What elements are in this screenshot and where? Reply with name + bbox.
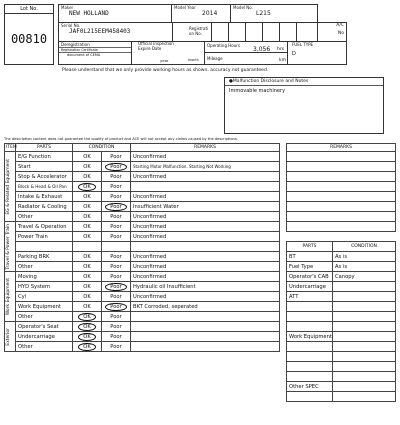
condition-ok — [73, 312, 102, 322]
condition-poor-text: Poor — [110, 273, 122, 280]
remark — [131, 312, 280, 322]
part-name — [16, 162, 73, 172]
condition-ok — [73, 182, 102, 192]
spec-row — [287, 392, 396, 402]
fuel-box — [287, 41, 347, 65]
condition-ok-text: OK — [83, 203, 91, 210]
spec-cell — [333, 312, 396, 322]
condition-poor-text: Poor — [110, 343, 122, 350]
remark — [131, 162, 280, 172]
operating-hours-value: 3,056 — [253, 46, 271, 53]
condition-poor-text: Poor — [110, 313, 122, 320]
spec-row — [287, 382, 396, 392]
part-name-text: Operator's Seat — [18, 323, 59, 330]
spec-cell — [287, 362, 333, 372]
group-name: EG & Related Equipment — [6, 158, 11, 215]
table-row — [5, 282, 280, 292]
spec-cell — [287, 372, 333, 382]
condition-ok — [73, 232, 102, 242]
model-year-label: Model Year — [174, 5, 196, 10]
spec-row — [287, 272, 396, 282]
remark-text: Unconfirmed — [133, 263, 167, 270]
condition-ok — [73, 202, 102, 212]
remark — [131, 332, 280, 342]
operating-hours-unit: hrs — [277, 47, 285, 52]
spec-part: Undercarriage — [287, 282, 333, 292]
table-row — [5, 222, 280, 232]
serial-box — [58, 22, 173, 42]
condition-ok — [73, 262, 102, 272]
condition-ok-text: OK — [78, 343, 96, 351]
group-name: Exterior — [6, 327, 11, 346]
operating-hours-label: Operating Hours — [207, 43, 240, 48]
spec-part: BT — [287, 252, 333, 262]
registration-label: Registrati on No. — [189, 26, 209, 36]
condition-ok — [73, 252, 102, 262]
table-row — [5, 332, 280, 342]
condition-poor-text: Poor — [105, 163, 126, 171]
spec-row — [287, 282, 396, 292]
condition-ok-text: OK — [83, 253, 91, 260]
header-remarks: REMARKS — [131, 144, 280, 152]
remark — [131, 152, 280, 162]
disclaimer-text: The description content does not guarantee the quality of product and ACE will not accept any claims caused by the descriptions. — [4, 137, 238, 141]
condition-poor-text: Poor — [110, 333, 122, 340]
condition-poor — [102, 232, 131, 242]
header-condition: CONDITION — [73, 144, 131, 152]
lot-value-box — [4, 13, 54, 65]
table-row — [5, 292, 280, 302]
spec-part: Fuel Type — [287, 262, 333, 272]
reg-cell-1 — [211, 22, 229, 42]
remark-text: Unconfirmed — [133, 223, 167, 230]
condition-ok-text: OK — [83, 153, 91, 160]
condition-ok-text: OK — [83, 173, 91, 180]
spec-row — [287, 362, 396, 372]
remark-text: Unconfirmed — [133, 233, 167, 240]
mileage-label: Mileage — [207, 56, 223, 61]
condition-poor-text: Poor — [110, 173, 122, 180]
condition-ok-text: OK — [83, 193, 91, 200]
remark-text: BKT Corroded, seperated — [133, 303, 198, 310]
spec-row — [287, 342, 396, 352]
part-name-text: Start — [18, 163, 31, 170]
table-row — [5, 232, 280, 242]
remark — [131, 232, 280, 242]
spec-part: ATT — [287, 292, 333, 302]
maker-box — [58, 4, 172, 23]
spec-cell — [333, 372, 396, 382]
condition-ok — [73, 322, 102, 332]
model-no-label: Model No. — [233, 5, 253, 10]
condition-poor — [102, 312, 131, 322]
group-name: Work Equipment — [6, 277, 11, 316]
spec-cell — [287, 352, 333, 362]
remarks-line — [287, 202, 396, 212]
reg-cell-2 — [228, 22, 246, 42]
model-no-box — [230, 4, 318, 23]
remarks-line — [287, 152, 396, 162]
fuel-label: FUEL TYPE — [292, 42, 314, 47]
condition-poor — [102, 282, 131, 292]
condition-poor — [102, 222, 131, 232]
maker-label: Maker — [61, 5, 74, 10]
condition-poor — [102, 212, 131, 222]
remark — [131, 262, 280, 272]
condition-ok-text: OK — [78, 183, 96, 191]
remarks-line — [287, 192, 396, 202]
remark-text: Insufficient Water — [133, 203, 179, 210]
part-name-text: E/G Function — [18, 153, 51, 160]
part-name — [16, 222, 73, 232]
condition-ok — [73, 212, 102, 222]
model-no-value: L215 — [256, 10, 271, 17]
part-name-text: Other — [18, 343, 33, 350]
condition-poor-text: Poor — [110, 193, 122, 200]
part-name — [16, 262, 73, 272]
condition-poor — [102, 332, 131, 342]
condition-poor — [102, 192, 131, 202]
remark-text: Unconfirmed — [133, 173, 167, 180]
part-name-text: HYD System — [18, 283, 51, 290]
header-remarks-right: REMARKS — [287, 144, 396, 152]
part-name — [16, 322, 73, 332]
part-name-text: Undercarriage — [18, 333, 55, 340]
part-name — [16, 302, 73, 312]
condition-ok — [73, 282, 102, 292]
condition-poor — [102, 262, 131, 272]
group-label — [5, 222, 16, 272]
spec-header-parts: PARTS — [287, 242, 333, 252]
group-label — [5, 322, 16, 352]
condition-ok — [73, 222, 102, 232]
remark — [131, 322, 280, 332]
remark-text: Unconfirmed — [133, 253, 167, 260]
part-name — [16, 232, 73, 242]
spec-cell — [333, 352, 396, 362]
part-name — [16, 202, 73, 212]
ac-value: No — [337, 31, 344, 36]
part-name-text: Power Train — [18, 233, 48, 240]
condition-ok — [73, 162, 102, 172]
spec-row — [287, 262, 396, 272]
group-label — [5, 272, 16, 322]
table-row — [5, 322, 280, 332]
spec-cell — [333, 302, 396, 312]
remark — [131, 182, 280, 192]
remarks-line — [287, 212, 396, 222]
condition-ok — [73, 152, 102, 162]
condition-ok — [73, 272, 102, 282]
remark — [131, 342, 280, 352]
remarks-line — [287, 172, 396, 182]
spec-row — [287, 352, 396, 362]
condition-ok-text: OK — [78, 333, 96, 341]
remark-text: Starting Motor Malfunction. Starting Not Working — [133, 163, 231, 169]
spec-cell — [333, 392, 396, 402]
condition-ok-text: OK — [83, 283, 91, 290]
malfunction-box — [224, 77, 384, 134]
condition-ok-text: OK — [78, 313, 96, 321]
condition-ok — [73, 242, 102, 252]
spec-condition: As is — [333, 262, 396, 272]
condition-poor — [102, 252, 131, 262]
part-name-text: Work Equipment — [18, 303, 61, 310]
mileage-unit: km — [279, 58, 286, 63]
spec-part: Operator's CAB — [287, 272, 333, 282]
condition-ok-text: OK — [83, 263, 91, 270]
condition-ok — [73, 192, 102, 202]
condition-poor — [102, 292, 131, 302]
inspection-box — [131, 41, 205, 65]
part-name — [16, 272, 73, 282]
remark-text: Unconfirmed — [133, 153, 167, 160]
part-name-text: Travel & Operation — [18, 223, 67, 230]
condition-poor-text: Poor — [110, 183, 122, 190]
group-name: Travel & Power Train — [6, 223, 11, 270]
spec-cell — [333, 362, 396, 372]
spec-cell — [287, 342, 333, 352]
remark — [131, 202, 280, 212]
inspection-year: year — [160, 58, 169, 63]
remark — [131, 242, 280, 252]
spec-condition — [333, 282, 396, 292]
condition-ok — [73, 172, 102, 182]
model-year-value: 2014 — [202, 10, 218, 17]
condition-poor — [102, 152, 131, 162]
table-row — [5, 202, 280, 212]
part-name-text: Other — [18, 213, 33, 220]
part-name — [16, 252, 73, 262]
spec-table — [286, 241, 396, 402]
part-name-text: Other — [18, 313, 33, 320]
spec-condition — [333, 292, 396, 302]
condition-poor — [102, 242, 131, 252]
part-name-text: Parking BRK — [18, 253, 50, 260]
remark-text: Unconfirmed — [133, 193, 167, 200]
table-row — [5, 252, 280, 262]
fuel-value: D — [292, 51, 296, 57]
condition-poor-text: Poor — [110, 263, 122, 270]
part-name-text: Radiator & Cooling — [18, 203, 67, 210]
remark — [131, 212, 280, 222]
spec-condition: As is — [333, 252, 396, 262]
remark — [131, 222, 280, 232]
ac-label: A/C — [336, 23, 344, 28]
condition-poor — [102, 302, 131, 312]
spec-other: Other SPEC — [287, 382, 333, 392]
deregistration-label: Deregistration — [61, 42, 90, 47]
part-name — [16, 172, 73, 182]
condition-poor-text: Poor — [110, 323, 122, 330]
table-row — [5, 182, 280, 192]
condition-poor-text: Poor — [110, 153, 122, 160]
spec-work-equipment: Work Equipment — [287, 332, 333, 342]
part-name-text: Moving — [18, 273, 37, 280]
part-name-text: Stop & Accelerator — [18, 173, 67, 180]
condition-ok-text: OK — [83, 213, 91, 220]
spec-condition: Canopy — [333, 272, 396, 282]
condition-ok — [73, 342, 102, 352]
spec-cell — [287, 312, 333, 322]
deregistration-sub1: Registration Certificate — [59, 47, 131, 53]
mileage-box — [204, 52, 288, 65]
spec-cell — [333, 382, 396, 392]
table-row — [5, 262, 280, 272]
condition-poor-text: Poor — [110, 233, 122, 240]
part-name — [16, 152, 73, 162]
maker-value: NEW HOLLAND — [69, 10, 109, 17]
serial-value: JAF0L215EEM458403 — [69, 28, 131, 35]
remark — [131, 282, 280, 292]
deregistration-box — [58, 41, 132, 65]
remark — [131, 252, 280, 262]
table-row — [5, 212, 280, 222]
spec-row — [287, 292, 396, 302]
condition-poor-text: Poor — [105, 203, 126, 211]
condition-poor — [102, 162, 131, 172]
group-label — [5, 152, 16, 222]
remark — [131, 292, 280, 302]
serial-label: Serial No. — [61, 23, 81, 28]
table-row — [5, 192, 280, 202]
spec-header-condition: CONDITION — [333, 242, 396, 252]
table-row — [5, 302, 280, 312]
condition-ok — [73, 332, 102, 342]
spec-cell — [333, 332, 396, 342]
condition-ok — [73, 302, 102, 312]
remark — [131, 172, 280, 182]
condition-poor-text: Poor — [110, 223, 122, 230]
registration-label-box — [172, 22, 212, 42]
reg-cell-4 — [262, 22, 280, 42]
condition-poor-text: Poor — [105, 283, 126, 291]
deregistration-sub2: document of CEMA — [67, 53, 101, 57]
condition-ok-text: OK — [83, 303, 91, 310]
condition-ok-text: OK — [83, 273, 91, 280]
table-row — [5, 162, 280, 172]
table-row — [5, 342, 280, 352]
notice-text: Please understand that we only provide working hours as shown. accuracy not guaranteed. — [62, 68, 269, 73]
spec-cell — [287, 392, 333, 402]
condition-poor-text: Poor — [110, 293, 122, 300]
spec-row — [287, 322, 396, 332]
spec-cell — [287, 322, 333, 332]
spec-row — [287, 372, 396, 382]
condition-poor-text: Poor — [110, 253, 122, 260]
part-name — [16, 292, 73, 302]
inspection-label: Official Inspection Expire Date — [138, 41, 174, 51]
remarks-line — [287, 222, 396, 232]
table-row — [5, 172, 280, 182]
remarks-line — [287, 162, 396, 172]
condition-poor — [102, 272, 131, 282]
condition-ok-text: OK — [83, 293, 91, 300]
reg-cell-3 — [245, 22, 263, 42]
reg-cell-6 — [296, 22, 318, 42]
spec-row — [287, 312, 396, 322]
table-row — [5, 242, 280, 252]
malfunction-text: Immovable machinery — [229, 88, 286, 94]
table-row — [5, 272, 280, 282]
condition-ok-text: OK — [78, 323, 96, 331]
header-item: ITEM — [6, 144, 17, 150]
part-name-text: Cyl — [18, 293, 27, 300]
right-remarks-table — [286, 143, 396, 232]
remark-text: Unconfirmed — [133, 213, 167, 220]
condition-ok-text: OK — [83, 163, 91, 170]
part-name-text: Intake & Exhaust — [18, 193, 63, 200]
condition-poor — [102, 172, 131, 182]
remark — [131, 272, 280, 282]
part-name — [16, 332, 73, 342]
lot-number: 00810 — [10, 32, 48, 46]
table-row — [5, 152, 280, 162]
remark-text: Unconfirmed — [133, 293, 167, 300]
condition-poor — [102, 182, 131, 192]
part-name-text: Block & Head & Oil Pan — [18, 183, 67, 189]
model-year-box — [171, 4, 231, 23]
spec-row — [287, 302, 396, 312]
condition-poor-text: Poor — [105, 303, 126, 311]
condition-poor-text: Poor — [110, 213, 122, 220]
part-name — [16, 282, 73, 292]
remarks-line — [287, 182, 396, 192]
inspection-table — [4, 143, 280, 352]
remark — [131, 192, 280, 202]
spec-cell — [287, 302, 333, 312]
remark-text: Unconfirmed — [133, 273, 167, 280]
remark-text: Hydraulic oil Insufficient — [133, 283, 196, 290]
part-name — [16, 242, 73, 252]
part-name — [16, 182, 73, 192]
condition-ok — [73, 292, 102, 302]
remark — [131, 302, 280, 312]
reg-cell-5 — [279, 22, 297, 42]
part-name — [16, 192, 73, 202]
spec-cell — [333, 342, 396, 352]
spec-cell — [333, 322, 396, 332]
part-name-text: Other — [18, 263, 33, 270]
condition-ok-text: OK — [83, 223, 91, 230]
lot-label: Lot No. — [20, 6, 38, 12]
condition-poor — [102, 322, 131, 332]
part-name — [16, 342, 73, 352]
ac-box — [317, 22, 347, 42]
part-name — [16, 312, 73, 322]
inspection-month: month — [188, 58, 199, 62]
malfunction-title: ●Malfunction Disclosure and Notes — [225, 78, 383, 86]
header-parts: PARTS — [16, 144, 73, 152]
part-name — [16, 212, 73, 222]
condition-poor — [102, 202, 131, 212]
spec-row — [287, 252, 396, 262]
condition-ok-text: OK — [83, 233, 91, 240]
table-row — [5, 312, 280, 322]
condition-poor — [102, 342, 131, 352]
spec-row — [287, 332, 396, 342]
